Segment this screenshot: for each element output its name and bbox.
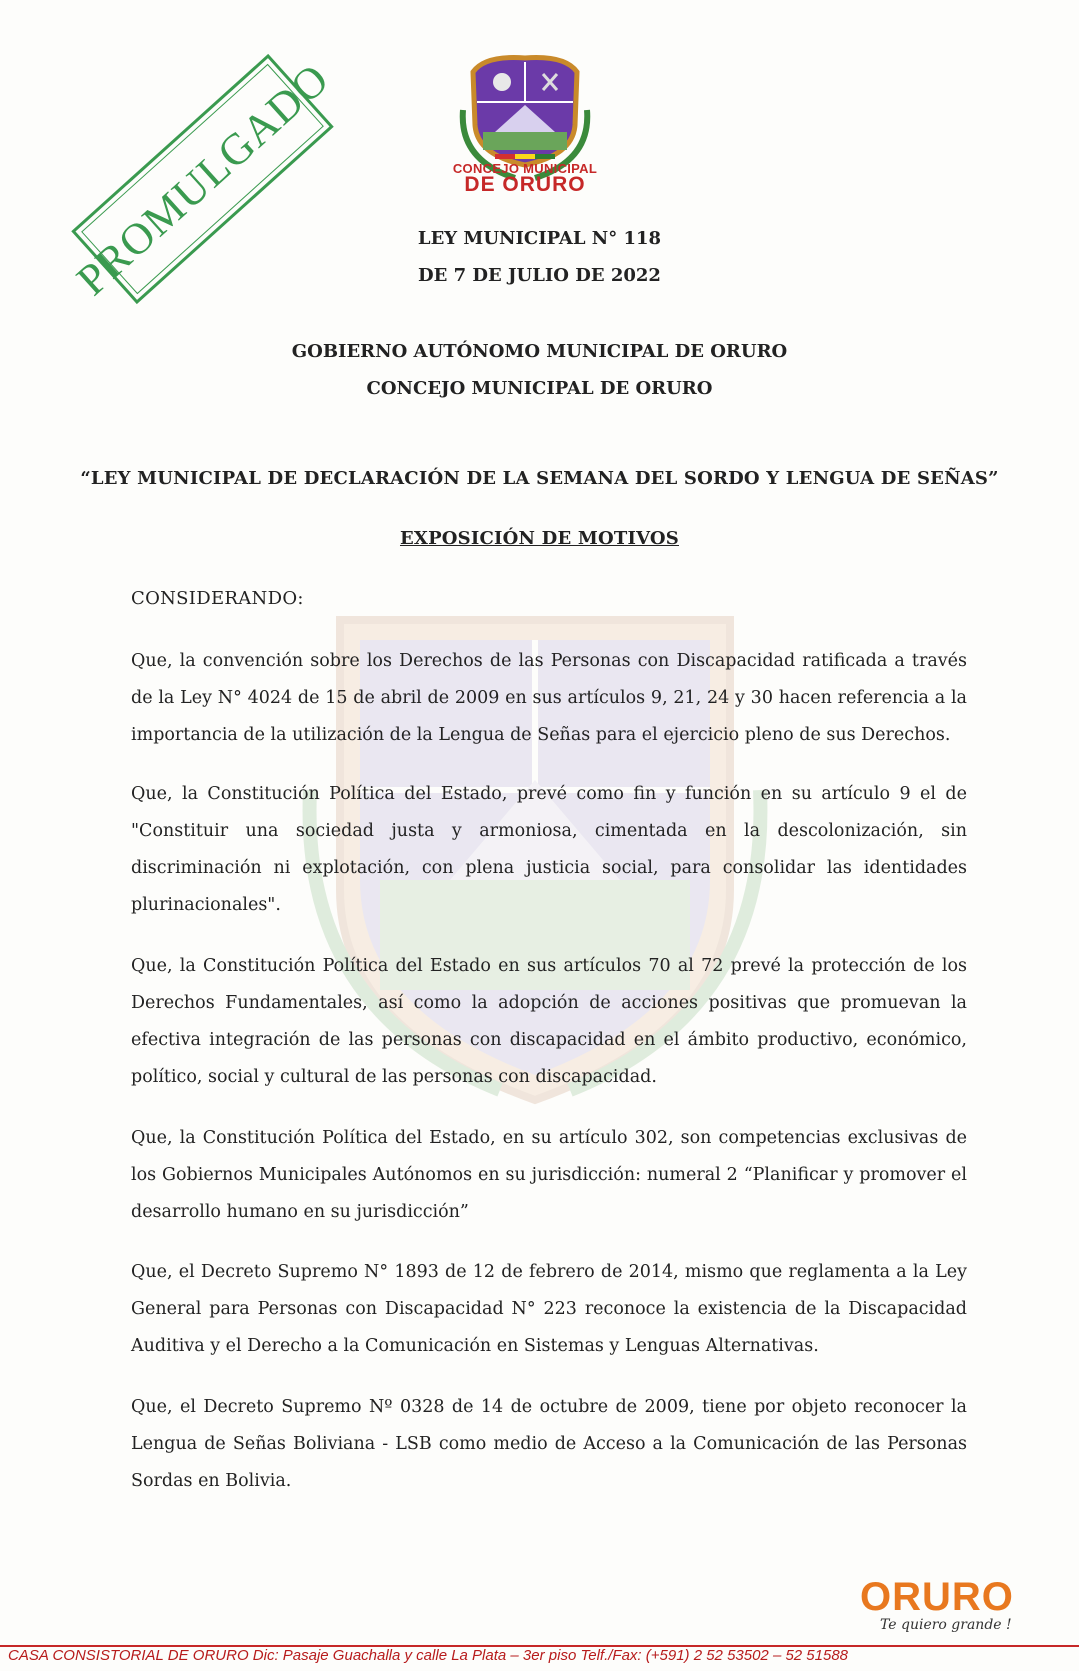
law-date: DE 7 DE JULIO DE 2022 xyxy=(418,265,661,286)
considerando-label: CONSIDERANDO: xyxy=(131,588,304,609)
paragraph-1: Que, la convención sobre los Derechos de las Personas con Discapacidad ratificada a través de la Ley N° 4024 de 15 de abril de 2009 en sus artículos 9, 21, 24 y 30 hacen referencia a la importancia de la utilización de la Lengua de Señas para el ejercicio pleno de sus Derechos. xyxy=(131,651,967,745)
footer-brand: ORURO xyxy=(860,1575,1014,1619)
stamp-text: PROMULGADO xyxy=(67,53,338,305)
footer-tagline: Te quiero grande ! xyxy=(880,1617,1012,1633)
authority-line2: CONCEJO MUNICIPAL DE ORURO xyxy=(366,378,713,399)
law-number: LEY MUNICIPAL N° 118 xyxy=(417,228,662,249)
paragraph-4: Que, la Constitución Política del Estado, en su artículo 302, son competencias exclusivas de los Gobiernos Municipales Autónomos en su jurisdicción: numeral 2 “Planificar y promover el desarrollo humano en su jurisdicción” xyxy=(131,1128,967,1222)
law-title: “LEY MUNICIPAL DE DECLARACIÓN DE LA SEMANA DEL SORDO Y LENGUA DE SEÑAS” xyxy=(80,468,999,489)
authority-line1: GOBIERNO AUTÓNOMO MUNICIPAL DE ORURO xyxy=(291,341,788,362)
paragraph-5: Que, el Decreto Supremo N° 1893 de 12 de febrero de 2014, mismo que reglamenta a la Ley General para Personas con Discapacidad N° 223 reconoce la existencia de la Discapacidad Auditiva y el Derecho a la Comunicación en Sistemas y Lenguas Alternativas. xyxy=(131,1262,967,1356)
logo-text-line1: CONCEJO MUNICIPAL xyxy=(452,161,598,176)
paragraph-6: Que, el Decreto Supremo Nº 0328 de 14 de octubre de 2009, tiene por objeto reconocer la Lengua de Señas Boliviana - LSB como medio de Acceso a la Comunicación de las Personas Sordas en Bolivia. xyxy=(131,1397,967,1491)
paragraph-2: Que, la Constitución Política del Estado, prevé como fin y función en su artículo 9 el de "Constituir una sociedad justa y armoniosa, cimentada en la descolonización, sin discriminación ni explotación, con plena justicia social, para consolidar las identidades plurinacionales". xyxy=(131,784,967,915)
section-heading: EXPOSICIÓN DE MOTIVOS xyxy=(399,528,679,549)
footer-address: CASA CONSISTORIAL DE ORURO Dic: Pasaje Guachalla y calle La Plata – 3er piso Telf./Fax: (+591) 2 52 53502 – 52 51588 xyxy=(8,1647,849,1664)
logo-text-line2: DE ORURO xyxy=(464,173,586,196)
paragraph-3: Que, la Constitución Política del Estado en sus artículos 70 al 72 prevé la protección de los Derechos Fundamentales, así como la adopción de acciones positivas que promuevan la efectiva integración de las personas con discapacidad en el ámbito productivo, económico, político, social y cultural de las personas con discapacidad. xyxy=(131,956,967,1087)
